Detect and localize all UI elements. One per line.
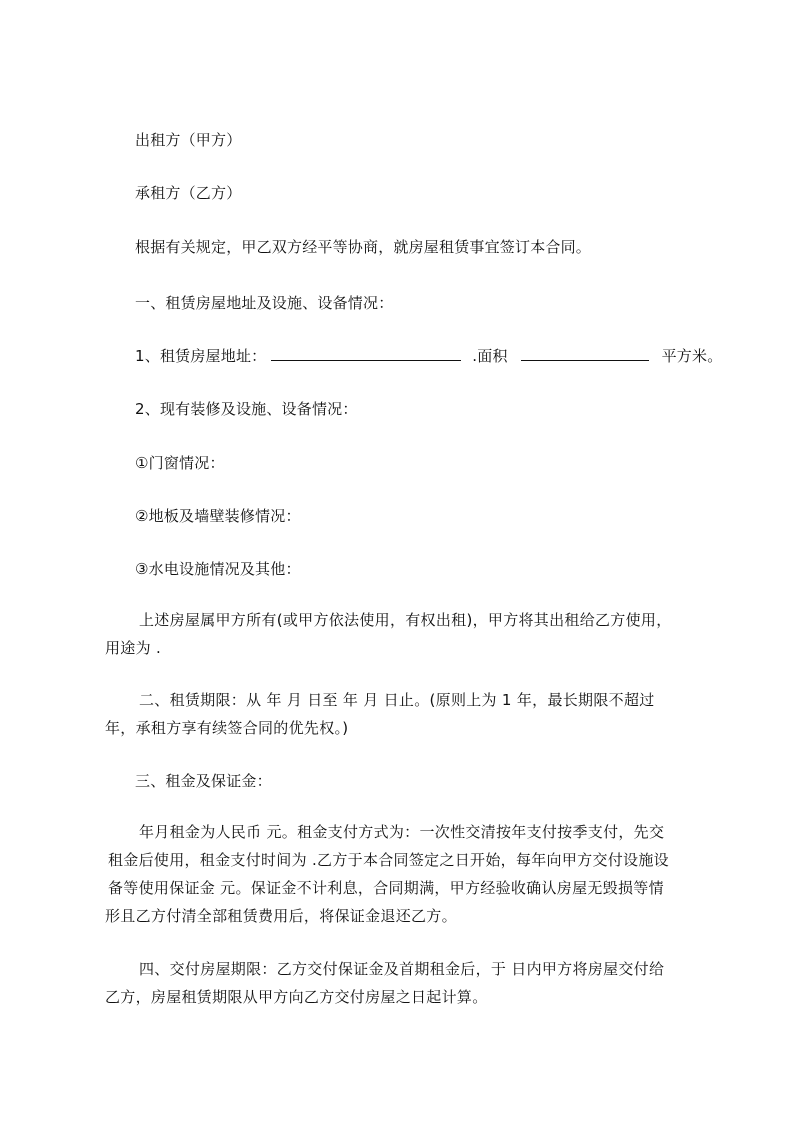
sub-item-utilities: ③水电设施情况及其他： (135, 560, 301, 578)
address-blank (271, 346, 461, 361)
section2-line-1: 二、租赁期限：从 年 月 日至 年 月 日止。(原则上为 1 年，最长期限不超过 (139, 691, 655, 709)
section4-line-1: 四、交付房屋期限：乙方交付保证金及首期租金后，于 日内甲方将房屋交付给 (139, 960, 665, 978)
rent-line-4: 形且乙方付清全部租赁费用后，将保证金退还乙方。 (105, 907, 457, 925)
item1-unit: 平方米。 (661, 347, 723, 365)
item1-label: 1、租赁房屋地址： (135, 347, 267, 365)
rent-paragraph (105, 818, 705, 930)
lessee-line: 承租方（乙方） (135, 184, 242, 202)
ownership-line-2: 用途为 . (105, 639, 162, 657)
area-blank (521, 346, 649, 361)
ownership-paragraph (105, 606, 705, 662)
rent-line-2: 租金后使用，租金支付时间为 .乙方于本合同签定之日开始，每年向甲方交付设施设 (108, 851, 669, 869)
item2-title: 2、现有装修及设施、设备情况： (135, 400, 358, 418)
sub-item-floor-walls: ②地板及墙壁装修情况： (135, 507, 301, 525)
section1-title: 一、租赁房屋地址及设施、设备情况： (135, 294, 394, 312)
preamble: 根据有关规定，甲乙双方经平等协商，就房屋租赁事宜签订本合同。 (135, 238, 592, 256)
section2-line-2: 年，承租方享有续签合同的优先权。) (105, 719, 349, 737)
lessor-line: 出租方（甲方） (135, 131, 242, 149)
item1-address-line (135, 345, 722, 367)
sub-item-doors-windows: ①门窗情况： (135, 454, 225, 472)
section3-title: 三、租金及保证金： (135, 772, 272, 790)
rent-line-1: 年月租金为人民币 元。租金支付方式为：一次性交清按年支付按季支付，先交 (139, 823, 665, 841)
section2-paragraph (105, 686, 705, 742)
ownership-line-1: 上述房屋属甲方所有(或甲方依法使用，有权出租)，甲方将其出租给乙方使用， (139, 611, 672, 629)
rent-line-3: 备等使用保证金 元。保证金不计利息，合同期满，甲方经验收确认房屋无毁损等情 (108, 879, 664, 897)
section4-line-2: 乙方，房屋租赁期限从甲方向乙方交付房屋之日起计算。 (105, 988, 488, 1006)
item1-area-label: .面积 (472, 347, 508, 365)
section4-paragraph (105, 955, 705, 1011)
